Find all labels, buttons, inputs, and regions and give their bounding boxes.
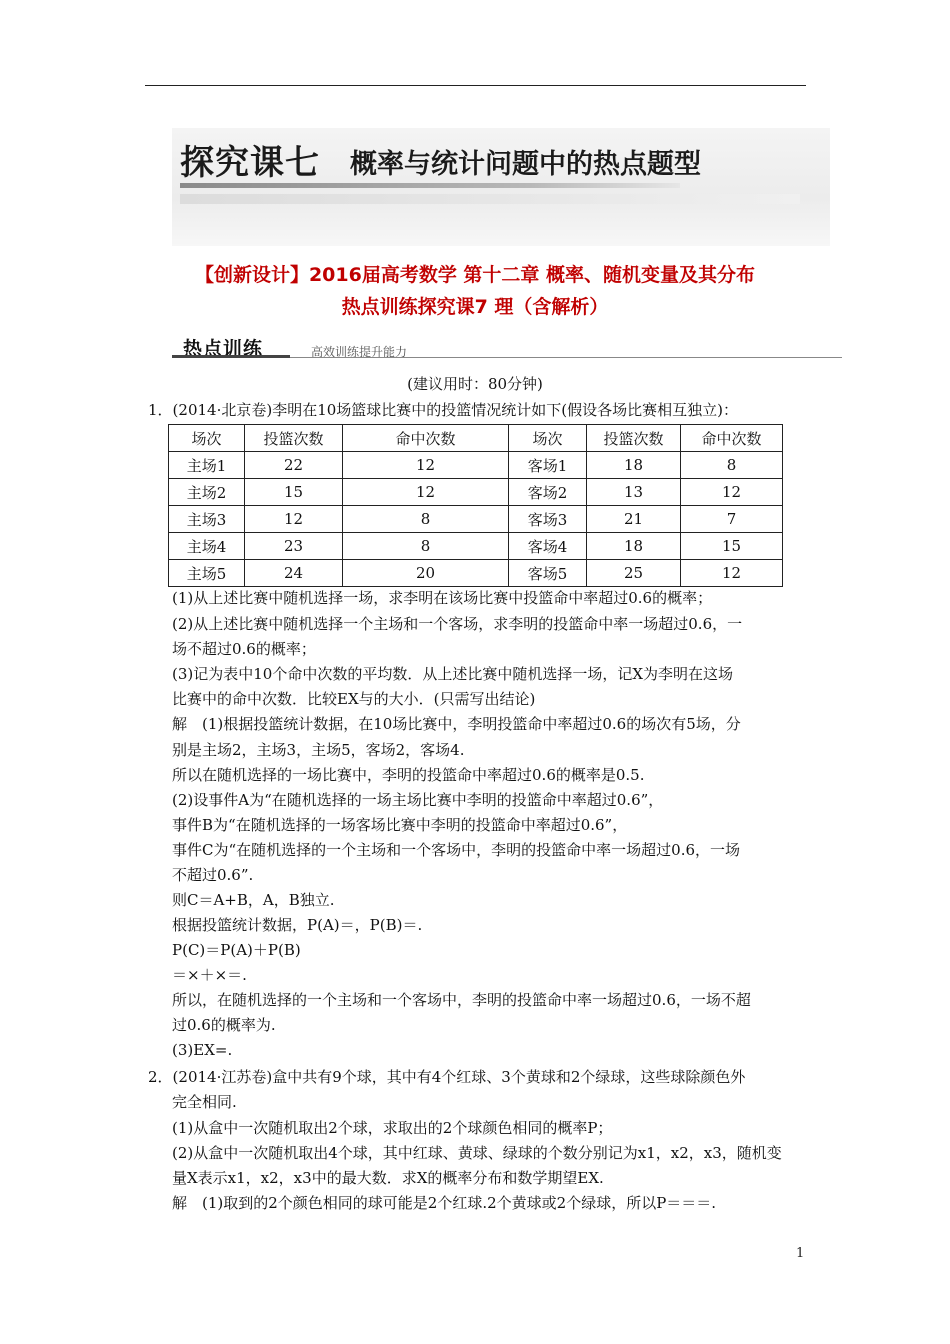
table-cell: 23 [245, 533, 343, 560]
banner-title [180, 136, 701, 184]
banner-shadow [180, 194, 800, 204]
table-header: 命中次数 [343, 425, 509, 452]
table-header: 场次 [509, 425, 587, 452]
table-cell: 12 [681, 560, 783, 587]
table-header: 命中次数 [681, 425, 783, 452]
table-cell: 客场4 [509, 533, 587, 560]
solution-line: 解 (1)根据投篮统计数据，在10场比赛中，李明投篮命中率超过0.6的场次有5场，分 [172, 715, 741, 733]
problem2-intro: 2．(2014·江苏卷)盒中共有9个球，其中有4个红球、3个黄球和2个绿球，这些球除颜色外 [148, 1068, 746, 1086]
banner-title-sub: 概率与统计问题中的热点题型 [350, 149, 701, 180]
section-heading: 热点训练 [183, 338, 264, 360]
table-cell: 7 [681, 506, 783, 533]
table-cell: 24 [245, 560, 343, 587]
solution-line: 不超过0.6”. [172, 866, 254, 884]
table-cell: 25 [587, 560, 681, 587]
solution-line: 所以在随机选择的一场比赛中，李明的投篮命中率超过0.6的概率是0.5. [172, 766, 645, 784]
solution-line: ＝×＋×＝. [172, 966, 247, 984]
solution-line: P(C)＝P(A)＋P(B) [172, 941, 301, 959]
table-row [169, 533, 783, 560]
problem1-line: (1)从上述比赛中随机选择一场，求李明在该场比赛中投篮命中率超过0.6的概率； [172, 589, 713, 607]
solution-line: 解 (1)取到的2个颜色相同的球可能是2个红球.2个黄球或2个绿球，所以P＝＝＝. [172, 1194, 717, 1212]
problem2-line: (1)从盒中一次随机取出2个球，求取出的2个球颜色相同的概率P； [172, 1119, 613, 1137]
table-cell: 8 [343, 533, 509, 560]
banner-title-main: 探究课七 [180, 143, 320, 183]
table-cell: 21 [587, 506, 681, 533]
problem2-line: (2)从盒中一次随机取出4个球，其中红球、黄球、绿球的个数分别记为x1，x2，x3，随机变 [172, 1144, 782, 1162]
table-cell: 20 [343, 560, 509, 587]
stats-table [168, 424, 783, 587]
problem1-line: (2)从上述比赛中随机选择一个主场和一个客场，求李明的投篮命中率一场超过0.6，一 [172, 615, 743, 633]
table-cell: 客场2 [509, 479, 587, 506]
solution-line: 别是主场2，主场3，主场5，客场2，客场4. [172, 741, 465, 759]
table-header: 投篮次数 [245, 425, 343, 452]
table-cell: 12 [343, 452, 509, 479]
table-cell: 12 [245, 506, 343, 533]
problem1-line: 比赛中的命中次数．比较EX与的大小．(只需写出结论) [172, 690, 536, 708]
section-rule-accent [172, 355, 290, 358]
problem1-line: 场不超过0.6的概率； [172, 640, 316, 658]
table-cell: 18 [587, 452, 681, 479]
problem1-line: (3)记为表中10个命中次数的平均数．从上述比赛中随机选择一场，记X为李明在这场 [172, 665, 734, 683]
table-cell: 15 [245, 479, 343, 506]
solution-line: 所以，在随机选择的一个主场和一个客场中，李明的投篮命中率一场超过0.6，一场不超 [172, 991, 751, 1009]
table-cell: 客场3 [509, 506, 587, 533]
table-cell: 主场5 [169, 560, 245, 587]
section-subheading: 高效训练提升能力 [311, 345, 408, 359]
table-header: 场次 [169, 425, 245, 452]
table-cell: 15 [681, 533, 783, 560]
problem2-line: 量X表示x1，x2，x3中的最大数．求X的概率分布和数学期望EX. [172, 1169, 604, 1187]
solution-line: (2)设事件A为“在随机选择的一场主场比赛中李明的投篮命中率超过0.6”， [172, 791, 664, 809]
table-cell: 主场2 [169, 479, 245, 506]
problem1-intro: 1．(2014·北京卷)李明在10场篮球比赛中的投篮情况统计如下(假设各场比赛相互独立)： [148, 401, 738, 419]
table-cell: 18 [587, 533, 681, 560]
table-cell: 客场5 [509, 560, 587, 587]
table-cell: 客场1 [509, 452, 587, 479]
table-cell: 12 [343, 479, 509, 506]
table-cell: 主场3 [169, 506, 245, 533]
problem2-line: 完全相同. [172, 1093, 237, 1111]
table-cell: 13 [587, 479, 681, 506]
document-title-line1: 【创新设计】2016届高考数学 第十二章 概率、随机变量及其分布 [194, 264, 756, 286]
solution-line: 过0.6的概率为. [172, 1016, 276, 1034]
table-header-row [169, 425, 783, 452]
table-cell: 主场1 [169, 452, 245, 479]
table-row [169, 479, 783, 506]
document-title-line2: 热点训练探究课7 理（含解析） [341, 296, 609, 318]
table-cell: 主场4 [169, 533, 245, 560]
top-rule [145, 85, 806, 86]
table-row [169, 452, 783, 479]
table-header: 投篮次数 [587, 425, 681, 452]
time-hint: (建议用时：80分钟) [407, 375, 543, 393]
table-row [169, 560, 783, 587]
table-cell: 8 [681, 452, 783, 479]
solution-line: (3)EX=. [172, 1041, 233, 1059]
table-row [169, 506, 783, 533]
table-cell: 8 [343, 506, 509, 533]
solution-line: 事件B为“在随机选择的一场客场比赛中李明的投篮命中率超过0.6”， [172, 816, 628, 834]
solution-line: 根据投篮统计数据，P(A)＝，P(B)＝. [172, 916, 423, 934]
solution-line: 事件C为“在随机选择的一个主场和一个客场中，李明的投篮命中率一场超过0.6，一场 [172, 841, 741, 859]
page-number: 1 [796, 1246, 805, 1261]
table-cell: 12 [681, 479, 783, 506]
table-cell: 22 [245, 452, 343, 479]
solution-line: 则C＝A+B，A，B独立. [172, 891, 335, 909]
